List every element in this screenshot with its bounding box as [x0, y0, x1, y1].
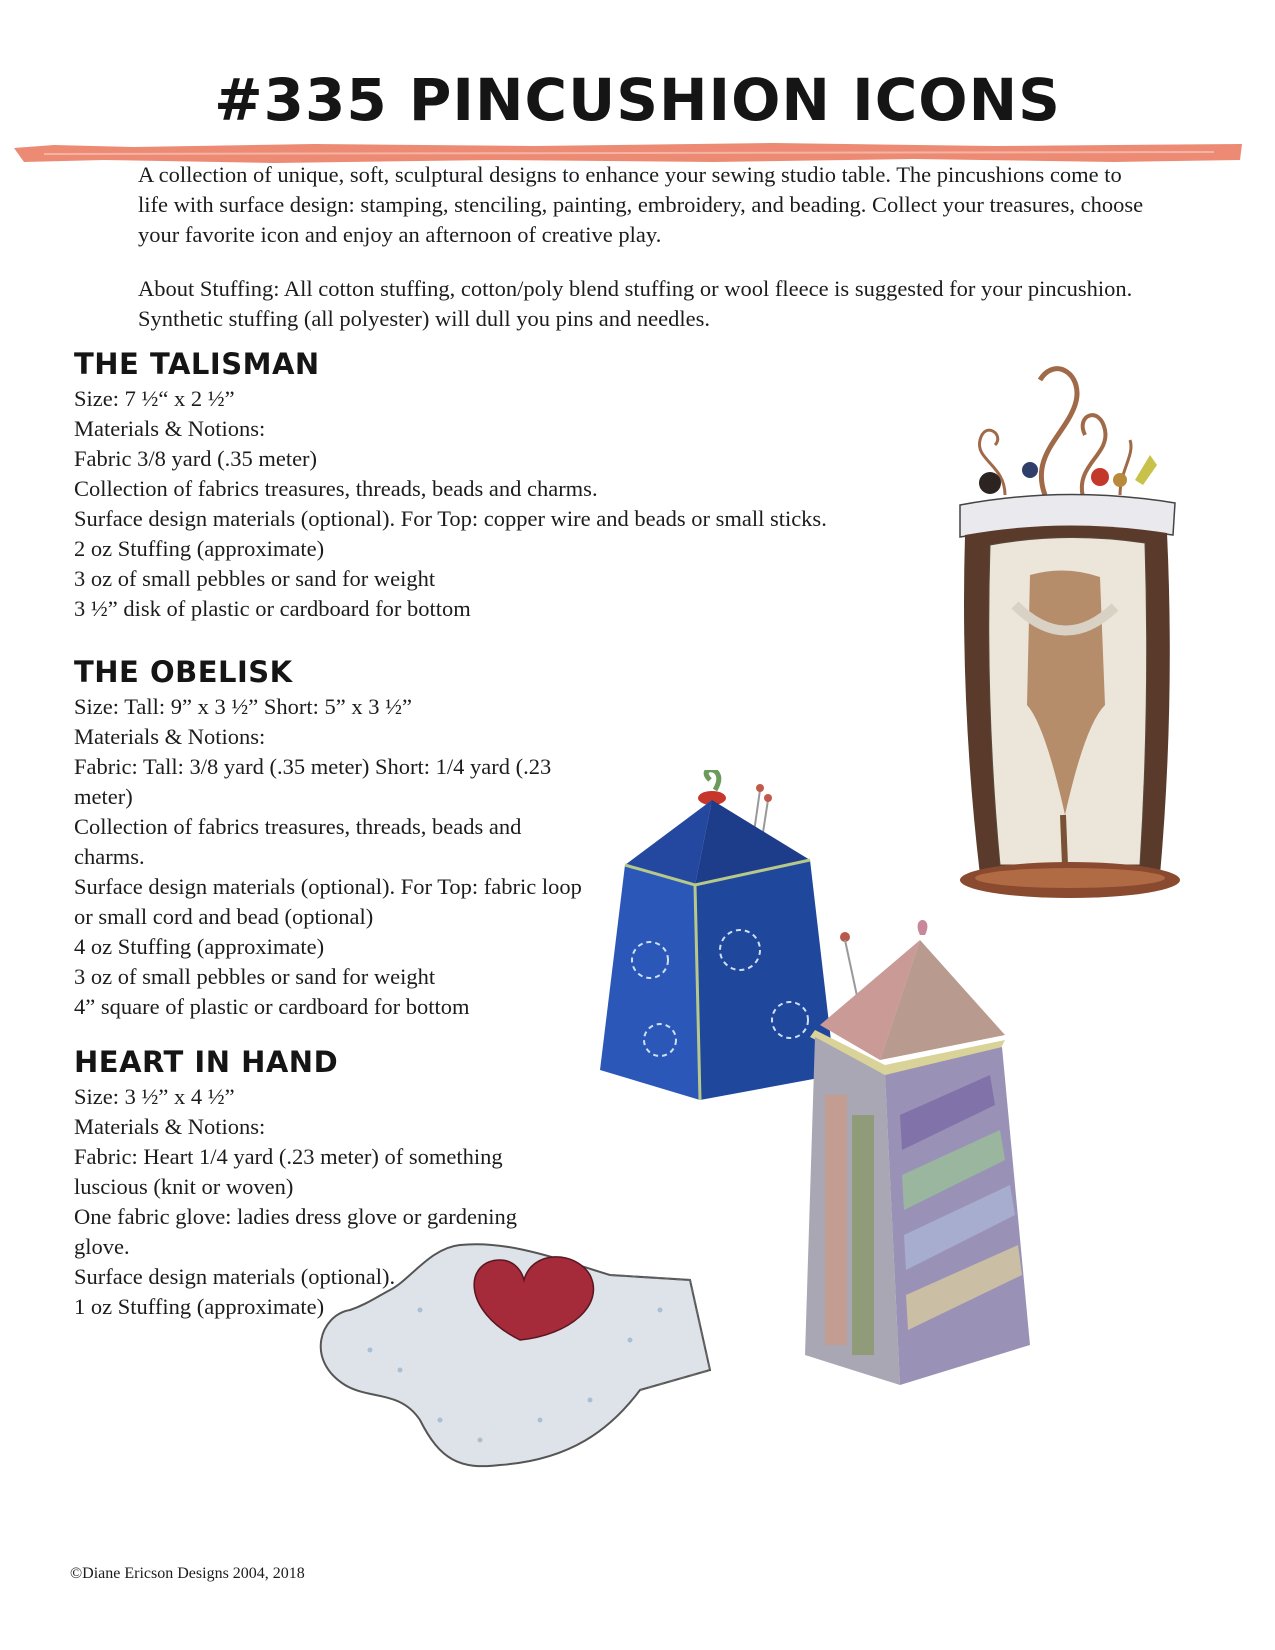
- spec-line: 2 oz Stuffing (approximate): [74, 536, 325, 561]
- spec-line: Collection of fabrics treasures, threads, beads and charms.: [74, 476, 598, 501]
- spec-line: 3 oz of small pebbles or sand for weight: [74, 566, 436, 591]
- spec-line: Surface design materials (optional). For Top: copper wire and beads or small sticks.: [74, 506, 827, 531]
- heart-in-hand-pincushion-illustration: [310, 1220, 780, 1520]
- copyright-footer: ©Diane Ericson Designs 2004, 2018: [70, 1565, 305, 1582]
- page-title: #335 PINCUSHION ICONS: [214, 66, 1061, 134]
- spec-line: Collection of fabrics treasures, threads, beads and: [74, 814, 522, 839]
- spec-line: Fabric: Heart 1/4 yard (.23 meter) of something: [74, 1144, 503, 1169]
- spec-line: Surface design materials (optional). For Top: fabric loop: [74, 874, 582, 899]
- talisman-pincushion-illustration: [935, 345, 1205, 920]
- stuffing-note: About Stuffing: All cotton stuffing, cotton/poly blend stuffing or wool fleece is suggested for your pincushion. Synthetic stuffing (all polyester) will dull you pins and needles.: [138, 276, 1133, 331]
- spec-line: charms.: [74, 844, 145, 869]
- spec-line: 3 oz of small pebbles or sand for weight: [74, 964, 436, 989]
- section-heading: THE TALISMAN: [74, 347, 320, 381]
- section-heading: HEART IN HAND: [74, 1045, 339, 1079]
- spec-line: 1 oz Stuffing (approximate): [74, 1294, 325, 1319]
- intro-paragraph: A collection of unique, soft, sculptural designs to enhance your sewing studio table. The pincushions come to life with surface design: stamping, stenciling, painting, embroidery, and beading. Collect your treasures, choose your favorite icon and enjoy an afternoon of creative play.: [138, 162, 1144, 247]
- spec-line: 4” square of plastic or cardboard for bottom: [74, 994, 470, 1019]
- section-obelisk: [74, 654, 582, 1022]
- spec-line: 3 ½” disk of plastic or cardboard for bottom: [74, 596, 471, 621]
- spec-line: One fabric glove: ladies dress glove or gardening: [74, 1204, 517, 1229]
- section-talisman: [74, 346, 827, 624]
- section-heading: THE OBELISK: [74, 655, 293, 689]
- spec-line: glove.: [74, 1234, 130, 1259]
- spec-line: Surface design materials (optional).: [74, 1264, 396, 1289]
- obelisk-tall-pincushion-illustration: [790, 915, 1050, 1415]
- spec-line: or small cord and bead (optional): [74, 904, 374, 929]
- spec-line: Fabric: Tall: 3/8 yard (.35 meter) Short: 1/4 yard (.23: [74, 754, 552, 779]
- spec-line: Materials & Notions:: [74, 1114, 266, 1139]
- spec-line: meter): [74, 784, 133, 809]
- spec-line: Size: 7 ½“ x 2 ½”: [74, 386, 235, 411]
- spec-line: Materials & Notions:: [74, 724, 266, 749]
- spec-line: Size: 3 ½” x 4 ½”: [74, 1084, 235, 1109]
- spec-line: luscious (knit or woven): [74, 1174, 294, 1199]
- spec-line: Fabric 3/8 yard (.35 meter): [74, 446, 318, 471]
- spec-line: Materials & Notions:: [74, 416, 266, 441]
- spec-line: 4 oz Stuffing (approximate): [74, 934, 325, 959]
- spec-line: Size: Tall: 9” x 3 ½” Short: 5” x 3 ½”: [74, 694, 412, 719]
